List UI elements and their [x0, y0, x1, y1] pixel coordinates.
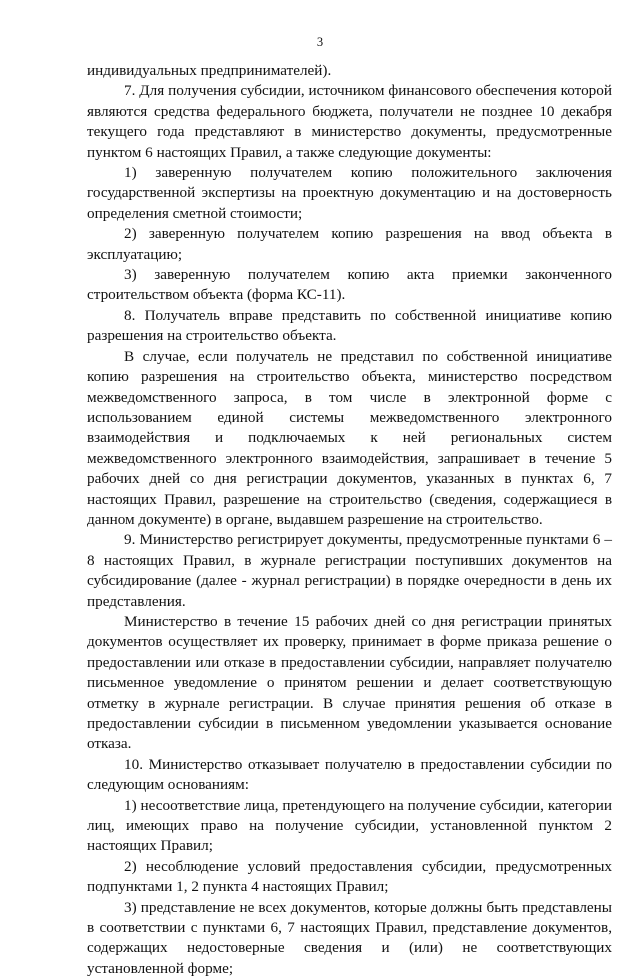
- document-body: [87, 61, 612, 979]
- paragraph-subitem-7-2: 2) заверенную получателем копию разрешения на ввод объекта в эксплуатацию;: [87, 225, 612, 263]
- paragraph-subitem-7-3: 3) заверенную получателем копию акта приемки законченного строительством объекта (форма КС-11).: [87, 266, 612, 304]
- paragraph-item-9-review: Министерство в течение 15 рабочих дней со дня регистрации принятых документов осуществляет их проверку, принимает в форме приказа решение о предоставлении или отказе в предоставлении субсидии, направляет получателю письменное уведомление о принятом решении и делает соответствующую отметку в журнале регистрации. В случае принятия решения об отказе в предоставлении субсидии в письменном уведомлении указывается основание отказа.: [87, 612, 612, 753]
- paragraph-item-8-case: В случае, если получатель не представил по собственной инициативе копию разрешения на строительство объекта, министерство посредством межведомственного запроса, в том числе в электронной форме с использованием единой системы межведомственного электронного взаимодействия и подключаемых к ней региональных систем межведомственного электронного взаимодействия, запрашивает в течение 5 рабочих дней со дня регистрации документов, указанных в пунктах 6, 7 настоящих Правил, разрешение на строительство (сведения, содержащиеся в данном документе) в органе, выдавшем разрешение на строительство.: [87, 347, 612, 528]
- paragraph-subitem-10-2: 2) несоблюдение условий предоставления субсидии, предусмотренных подпунктами 1, 2 пункта 4 настоящих Правил;: [87, 857, 612, 896]
- page-number: 3: [316, 35, 324, 49]
- paragraph-subitem-10-3: 3) представление не всех документов, которые должны быть представлены в соответствии с пунктами 6, 7 настоящих Правил, представление документов, содержащих недостоверные сведения и (или) не соответствующих установленной форме;: [87, 898, 612, 977]
- paragraph-item-8: 8. Получатель вправе представить по собственной инициативе копию разрешения на строительство объекта.: [87, 306, 612, 345]
- paragraph-continuation: индивидуальных предпринимателей).: [87, 62, 332, 79]
- paragraph-item-9: 9. Министерство регистрирует документы, предусмотренные пунктами 6 – 8 настоящих Правил, в журнале регистрации поступивших документов на субсидирование (далее - журнал регистрации) в порядке очередности в день их представления.: [87, 531, 612, 610]
- paragraph-subitem-10-1: 1) несоответствие лица, претендующего на получение субсидии, категории лиц, имеющих право на получение субсидии, установленной пунктом 2 настоящих Правил;: [87, 796, 612, 855]
- paragraph-item-10: 10. Министерство отказывает получателю в предоставлении субсидии по следующим основаниям:: [87, 755, 612, 794]
- paragraph-item-7: 7. Для получения субсидии, источником финансового обеспечения которой являются средства федерального бюджета, получатели не позднее 10 декабря текущего года представляют в министерство документы, предусмотренные пунктом 6 настоящих Правил, а также следующие документы:: [87, 82, 612, 161]
- paragraph-subitem-7-1: 1) заверенную получателем копию положительного заключения государственной экспертизы на проектную документацию и на достоверность определения сметной стоимости;: [87, 164, 612, 222]
